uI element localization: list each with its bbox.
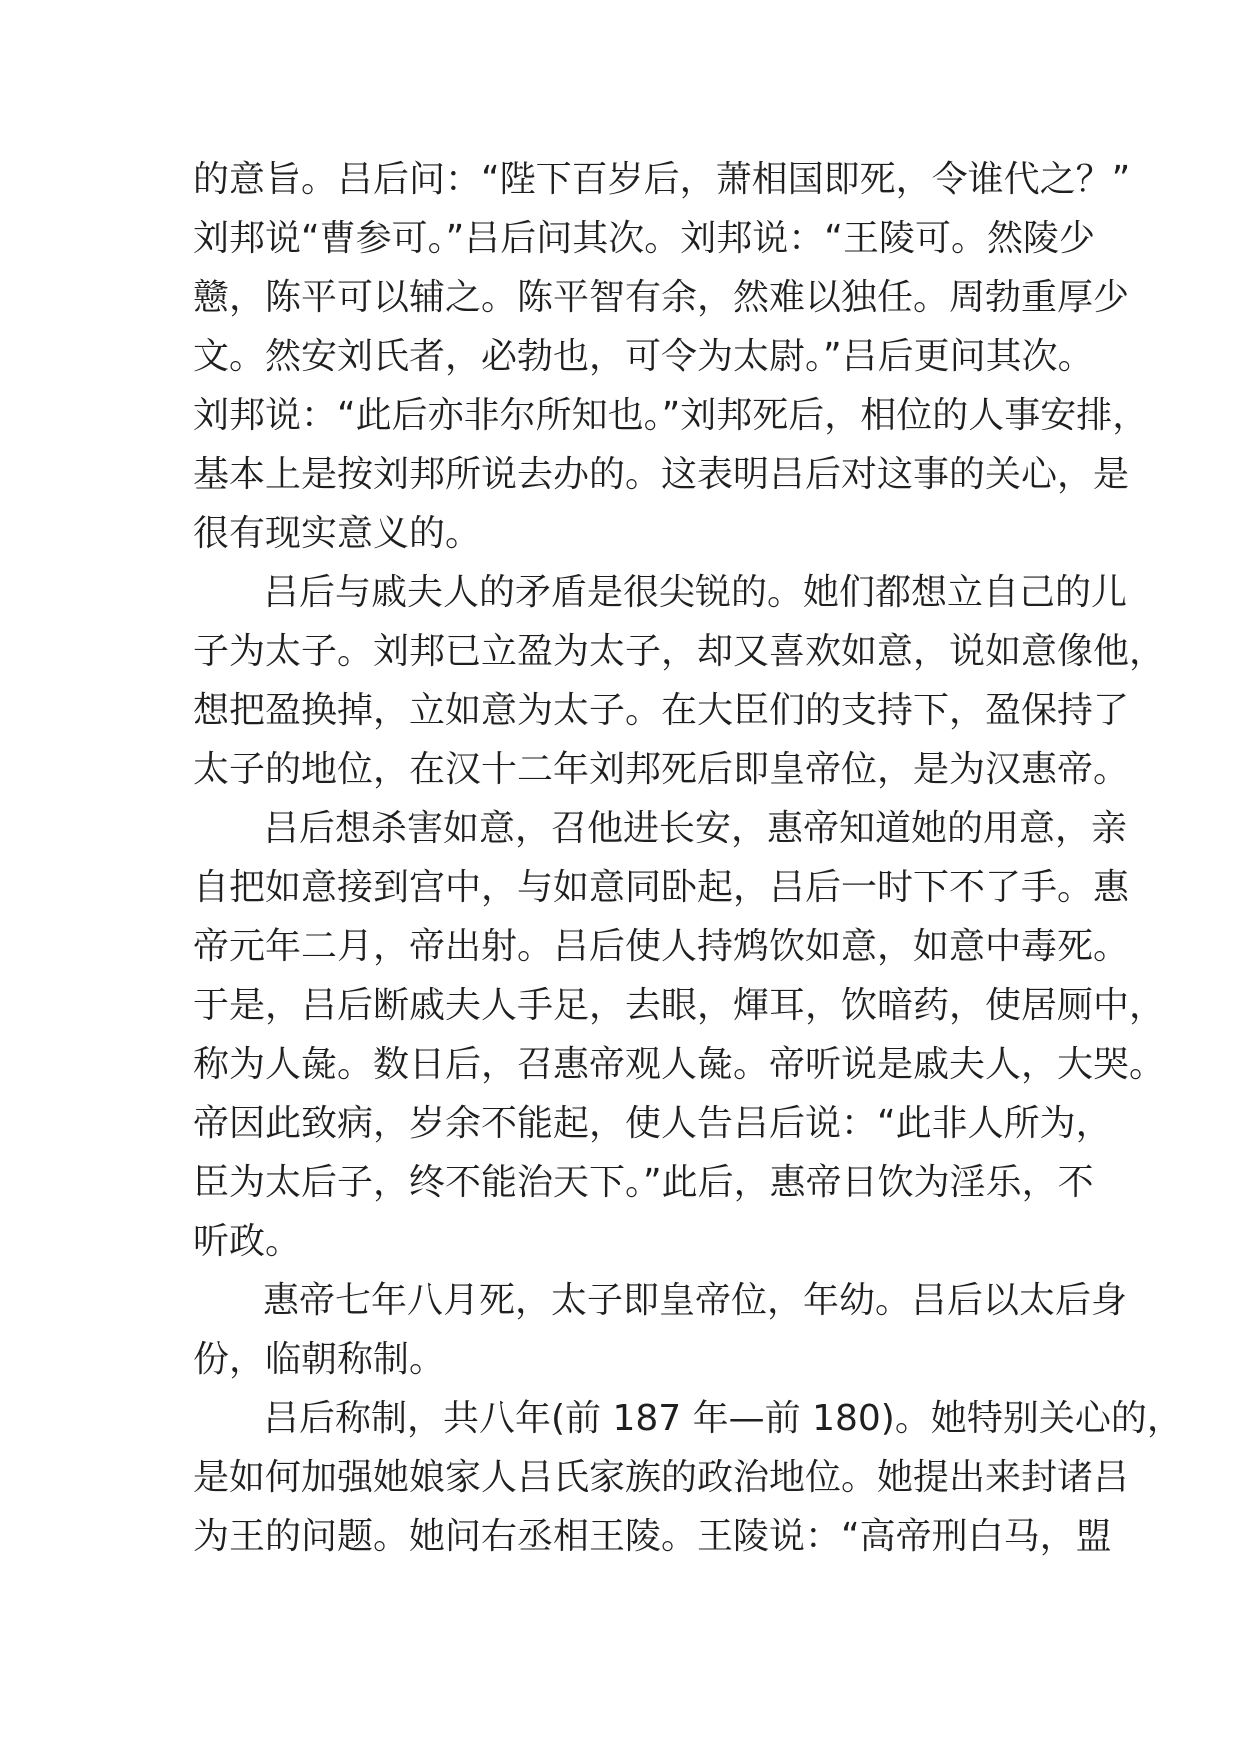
text-line: 惠帝七年八月死，太子即皇帝位，年幼。吕后以太后身 (263, 1280, 1128, 1321)
text-line: 刘邦说：“此后亦非尔所知也。”刘邦死后，相位的人事安排， (193, 395, 1149, 436)
text-line: 基本上是按刘邦所说去办的。这表明吕后对这事的关心，是 (193, 454, 1130, 495)
text-line: 吕后想杀害如意，召他进长安，惠帝知道她的用意，亲 (263, 808, 1128, 849)
text-line: 帝元年二月，帝出射。吕后使人持鸩饮如意，如意中毒死。 (193, 926, 1130, 967)
text-line: 帝因此致病，岁余不能起，使人告吕后说：“此非人所为， (193, 1103, 1112, 1144)
body-text (193, 150, 1183, 1566)
text-line: 太子的地位，在汉十二年刘邦死后即皇帝位，是为汉惠帝。 (193, 749, 1130, 790)
text-line: 臣为太后子，终不能治天下。”此后，惠帝日饮为淫乐，不 (193, 1162, 1094, 1203)
text-line: 是如何加强她娘家人吕氏家族的政治地位。她提出来封诸吕 (193, 1457, 1130, 1498)
text-line: 文。然安刘氏者，必勃也，可令为太尉。”吕后更问其次。 (193, 336, 1094, 377)
text-line: 想把盈换掉，立如意为太子。在大臣们的支持下，盈保持了 (193, 690, 1130, 731)
text-line: 称为人彘。数日后，召惠帝观人彘。帝听说是戚夫人，大哭。 (193, 1044, 1166, 1085)
text-line: 戆，陈平可以辅之。陈平智有余，然难以独任。周勃重厚少 (193, 277, 1130, 318)
text-line: 的意旨。吕后问：“陛下百岁后，萧相国即死，令谁代之？” (193, 159, 1131, 200)
text-line: 份，临朝称制。 (193, 1339, 446, 1380)
text-line: 听政。 (193, 1221, 302, 1262)
text-line: 很有现实意义的。 (193, 513, 482, 554)
text-line: 为王的问题。她问右丞相王陵。王陵说：“高帝刑白马，盟 (193, 1516, 1112, 1557)
text-line: 子为太子。刘邦已立盈为太子，却又喜欢如意，说如意像他， (193, 631, 1166, 672)
text-line: 吕后与戚夫人的矛盾是很尖锐的。她们都想立自己的儿 (263, 572, 1128, 613)
text-line: 自把如意接到宫中，与如意同卧起，吕后一时下不了手。惠 (193, 867, 1130, 908)
text-line: 吕后称制，共八年(前 187 年—前 180)。她特别关心的， (263, 1398, 1183, 1439)
text-line: 于是，吕后断戚夫人手足，去眼，煇耳，饮暗药，使居厕中， (193, 985, 1166, 1026)
text-line: 刘邦说“曹参可。”吕后问其次。刘邦说：“王陵可。然陵少 (193, 218, 1095, 259)
